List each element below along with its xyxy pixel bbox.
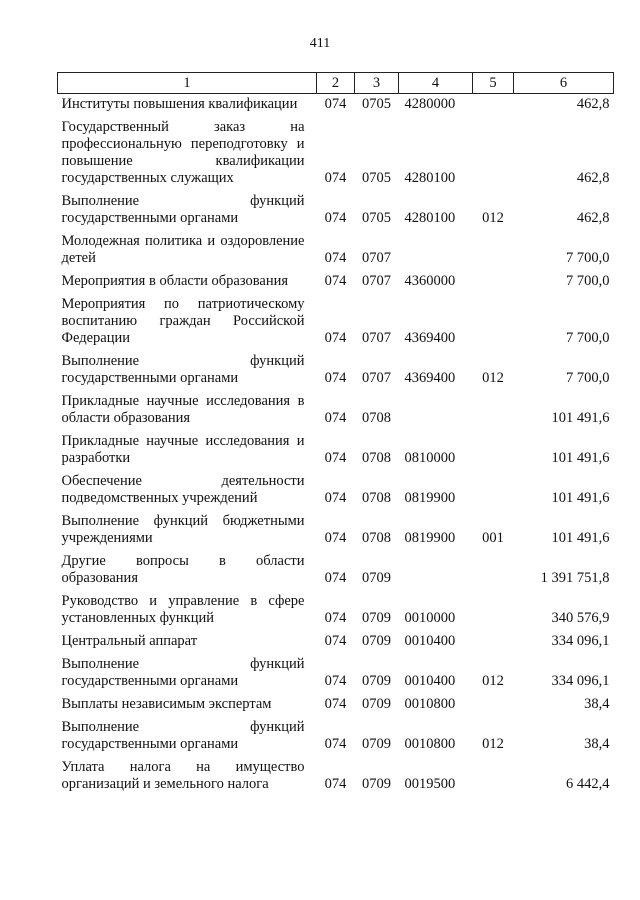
row-amount-cell: 6 442,4	[566, 776, 610, 792]
row-col2-cell: 074	[324, 170, 347, 186]
table-row	[58, 650, 614, 690]
row-col4-cell: 0010800	[404, 696, 456, 712]
row-col3-cell: 0705	[362, 210, 391, 226]
row-col3-cell: 0705	[362, 96, 391, 112]
row-col3-cell: 0709	[362, 570, 391, 586]
row-amount-cell: 7 700,0	[566, 330, 610, 346]
row-col4-cell: 4369400	[404, 370, 456, 386]
row-name-cell: Центральный аппарат	[61, 633, 198, 649]
row-col2-cell: 074	[324, 370, 347, 386]
row-amount-cell: 101 491,6	[551, 450, 610, 466]
header-col-3: 3	[355, 73, 399, 94]
row-name-cell: Уплата налога на имущество организаций и земельного налога	[61, 759, 305, 792]
row-col4-cell: 0819900	[404, 490, 456, 506]
row-col4-cell: 4280100	[404, 170, 456, 186]
table-row	[58, 547, 614, 587]
row-col5-cell: 012	[482, 736, 504, 752]
row-col3-cell: 0707	[362, 330, 391, 346]
row-col3-cell: 0707	[362, 370, 391, 386]
row-col2-cell: 074	[324, 450, 347, 466]
row-col3-cell: 0709	[362, 736, 391, 752]
row-name-cell: Выполнение функций бюджетными учреждениями	[61, 513, 305, 546]
row-col5-cell: 012	[482, 673, 504, 689]
header-col-5: 5	[473, 73, 514, 94]
table-row	[58, 690, 614, 713]
row-name-cell: Выполнение функций государственными органами	[61, 656, 305, 689]
row-amount-cell: 101 491,6	[551, 490, 610, 506]
row-amount-cell: 340 576,9	[551, 610, 610, 626]
row-col5-cell	[473, 94, 514, 114]
row-col3-cell: 0707	[362, 273, 391, 289]
row-col4-cell: 0019500	[404, 776, 456, 792]
budget-table-container	[57, 72, 613, 793]
row-col2-cell: 074	[324, 96, 347, 112]
table-header	[58, 73, 614, 94]
row-name-cell: Другие вопросы в области образования	[61, 553, 305, 586]
row-col5-cell	[473, 753, 514, 793]
row-col4-cell	[399, 387, 473, 427]
table-body	[58, 94, 614, 794]
row-col3-cell: 0707	[362, 250, 391, 266]
row-col5-cell: 012	[482, 370, 504, 386]
row-name-cell: Обеспечение деятельности подведомственных учреждений	[61, 473, 305, 506]
row-amount-cell: 7 700,0	[566, 273, 610, 289]
row-name-cell: Прикладные научные исследования и разработки	[61, 433, 305, 466]
row-col5-cell	[473, 290, 514, 347]
header-col-1: 1	[58, 73, 317, 94]
row-col2-cell: 074	[324, 490, 347, 506]
row-col4-cell: 0810000	[404, 450, 456, 466]
row-amount-cell: 101 491,6	[551, 530, 610, 546]
row-col3-cell: 0709	[362, 776, 391, 792]
row-col3-cell: 0705	[362, 170, 391, 186]
budget-table	[57, 72, 614, 793]
row-col5-cell	[473, 427, 514, 467]
table-row	[58, 94, 614, 114]
table-row	[58, 347, 614, 387]
row-col3-cell: 0709	[362, 610, 391, 626]
header-col-4: 4	[399, 73, 473, 94]
row-col4-cell: 0010400	[404, 673, 456, 689]
table-row	[58, 227, 614, 267]
row-col4-cell: 4280100	[404, 210, 456, 226]
table-row	[58, 627, 614, 650]
row-col2-cell: 074	[324, 530, 347, 546]
row-col5-cell	[473, 387, 514, 427]
header-row	[58, 73, 614, 94]
row-name-cell: Мероприятия в области образования	[61, 273, 289, 289]
table-row	[58, 267, 614, 290]
row-col3-cell: 0708	[362, 530, 391, 546]
row-col3-cell: 0708	[362, 410, 391, 426]
row-col3-cell: 0708	[362, 490, 391, 506]
row-col4-cell: 4360000	[404, 273, 456, 289]
row-col4-cell	[399, 227, 473, 267]
table-row	[58, 187, 614, 227]
row-name-cell: Выполнение функций государственными органами	[61, 193, 305, 226]
row-name-cell: Государственный заказ на профессиональную переподготовку и повышение квалификации государственных служащих	[61, 119, 305, 186]
row-col5-cell	[473, 267, 514, 290]
row-col2-cell: 074	[324, 776, 347, 792]
table-row	[58, 587, 614, 627]
row-col5-cell	[473, 690, 514, 713]
row-col2-cell: 074	[324, 250, 347, 266]
row-amount-cell: 101 491,6	[551, 410, 610, 426]
row-col5-cell	[473, 627, 514, 650]
row-col2-cell: 074	[324, 330, 347, 346]
row-col2-cell: 074	[324, 633, 347, 649]
row-name-cell: Руководство и управление в сфере установленных функций	[61, 593, 305, 626]
row-col4-cell: 0010400	[404, 633, 456, 649]
row-name-cell: Институты повышения квалификации	[61, 96, 298, 112]
row-amount-cell: 334 096,1	[551, 633, 610, 649]
row-col2-cell: 074	[324, 610, 347, 626]
table-row	[58, 467, 614, 507]
table-row	[58, 753, 614, 793]
header-col-6: 6	[514, 73, 614, 94]
row-name-cell: Выполнение функций государственными органами	[61, 719, 305, 752]
row-col3-cell: 0709	[362, 673, 391, 689]
row-amount-cell: 7 700,0	[566, 370, 610, 386]
row-col4-cell: 0819900	[404, 530, 456, 546]
row-name-cell: Мероприятия по патриотическому воспитанию граждан Российской Федерации	[61, 296, 305, 346]
table-row	[58, 387, 614, 427]
row-name-cell: Выплаты независимым экспертам	[61, 696, 272, 712]
row-col3-cell: 0709	[362, 696, 391, 712]
row-amount-cell: 38,4	[584, 736, 610, 752]
row-col4-cell: 4369400	[404, 330, 456, 346]
row-amount-cell: 38,4	[584, 696, 610, 712]
row-col3-cell: 0708	[362, 450, 391, 466]
row-name-cell: Прикладные научные исследования в области образования	[61, 393, 305, 426]
row-name-cell: Молодежная политика и оздоровление детей	[61, 233, 305, 266]
table-row	[58, 427, 614, 467]
row-name-cell: Выполнение функций государственными органами	[61, 353, 305, 386]
table-row	[58, 290, 614, 347]
row-amount-cell: 462,8	[576, 210, 610, 226]
row-col2-cell: 074	[324, 696, 347, 712]
row-col4-cell: 0010800	[404, 736, 456, 752]
row-col5-cell: 001	[482, 530, 504, 546]
row-amount-cell: 7 700,0	[566, 250, 610, 266]
row-amount-cell: 334 096,1	[551, 673, 610, 689]
row-col4-cell: 0010000	[404, 610, 456, 626]
row-col5-cell	[473, 227, 514, 267]
table-row	[58, 507, 614, 547]
row-col2-cell: 074	[324, 570, 347, 586]
row-col2-cell: 074	[324, 410, 347, 426]
row-col2-cell: 074	[324, 273, 347, 289]
row-col5-cell	[473, 113, 514, 187]
row-col4-cell: 4280000	[404, 96, 456, 112]
row-col4-cell	[399, 547, 473, 587]
page-number: 411	[309, 36, 331, 51]
table-row	[58, 113, 614, 187]
row-amount-cell: 462,8	[576, 170, 610, 186]
row-col3-cell: 0709	[362, 633, 391, 649]
row-col2-cell: 074	[324, 210, 347, 226]
row-col2-cell: 074	[324, 736, 347, 752]
row-amount-cell: 462,8	[576, 96, 610, 112]
row-col5-cell	[473, 467, 514, 507]
row-col5-cell: 012	[482, 210, 504, 226]
header-col-2: 2	[317, 73, 355, 94]
row-col5-cell	[473, 587, 514, 627]
row-col2-cell: 074	[324, 673, 347, 689]
row-amount-cell: 1 391 751,8	[540, 570, 610, 586]
row-col5-cell	[473, 547, 514, 587]
table-row	[58, 713, 614, 753]
